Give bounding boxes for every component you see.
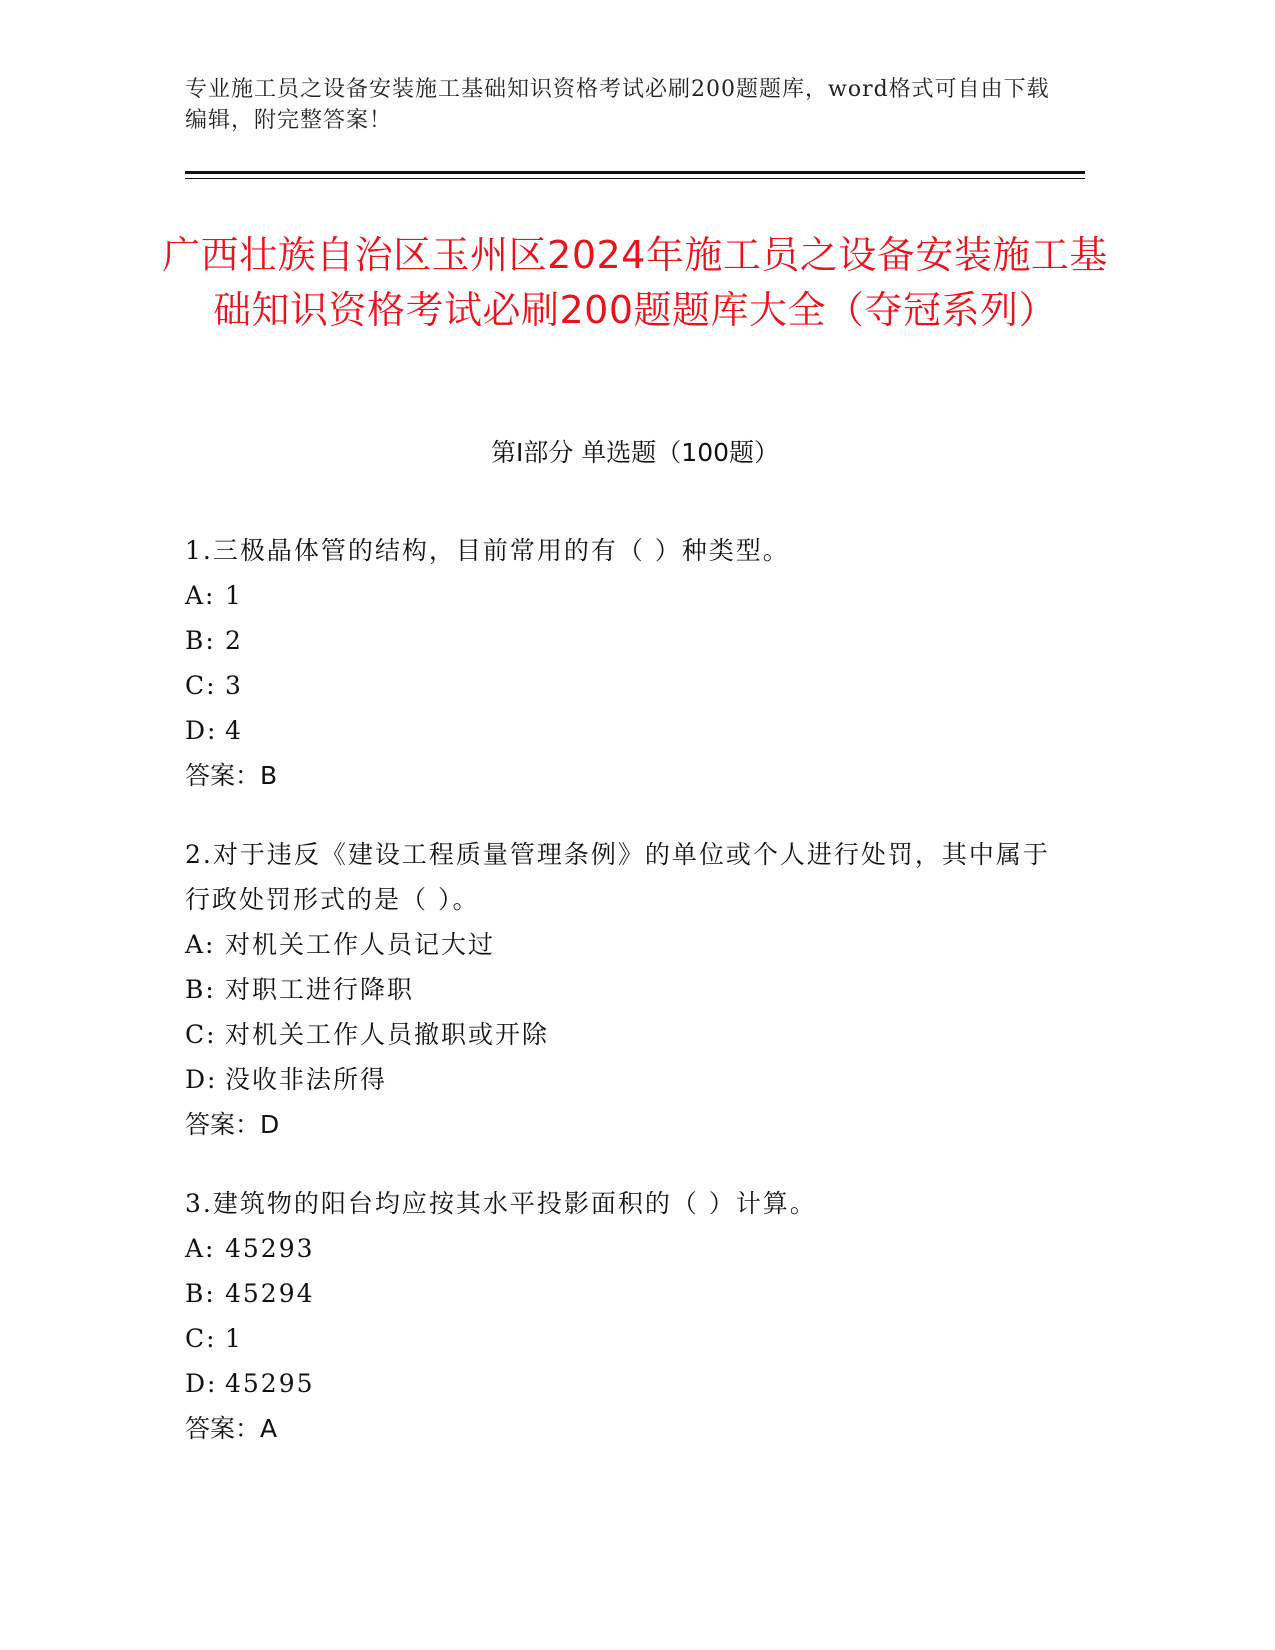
header-note: 专业施工员之设备安装施工基础知识资格考试必刷200题题库，word格式可自由下载编辑，附完整答案！: [185, 77, 1050, 133]
document-title: 广西壮族自治区玉州区2024年施工员之设备安装施工基础知识资格考试必刷200题题库大全（夺冠系列）: [162, 233, 1108, 332]
header-rule-thin: [185, 178, 1085, 179]
answer-line: [185, 1406, 1065, 1451]
option-letter: B:: [185, 1279, 216, 1308]
option-letter: D:: [185, 1065, 218, 1094]
answer-value: A: [260, 1414, 278, 1443]
option-letter: C:: [185, 1324, 217, 1353]
answer-label: 答案：: [185, 761, 261, 790]
question-stem: 3.建筑物的阳台均应按其水平投影面积的（ ）计算。: [185, 1189, 817, 1218]
option-a: [185, 1226, 1065, 1271]
answer-label: 答案：: [185, 1110, 261, 1139]
option-letter: A:: [185, 930, 216, 959]
option-letter: D:: [185, 1369, 218, 1398]
section-heading: 第I部分 单选题（100题）: [490, 438, 780, 467]
question-3: [185, 1181, 1065, 1451]
option-b: [185, 618, 1065, 663]
option-letter: A:: [185, 581, 216, 610]
answer-value: D: [260, 1110, 280, 1139]
option-text: 4: [225, 716, 243, 745]
answer-value: B: [260, 761, 278, 790]
option-b: [185, 1271, 1065, 1316]
option-letter: B:: [185, 975, 216, 1004]
option-text: 45295: [225, 1369, 315, 1398]
option-text: 3: [225, 671, 243, 700]
option-letter: A:: [185, 1234, 216, 1263]
answer-line: [185, 1102, 1065, 1147]
option-b: [185, 967, 1065, 1012]
option-text: 对机关工作人员撤职或开除: [225, 1020, 550, 1049]
answer-label: 答案：: [185, 1414, 261, 1443]
option-letter: C:: [185, 671, 217, 700]
option-d: [185, 1057, 1065, 1102]
question-2: [185, 832, 1065, 1147]
option-text: 45293: [225, 1234, 315, 1263]
option-text: 1: [225, 1324, 243, 1353]
question-list: [185, 528, 1065, 1485]
header-rule-thick: [185, 171, 1085, 174]
option-a: [185, 573, 1065, 618]
option-a: [185, 922, 1065, 967]
answer-line: [185, 753, 1065, 798]
option-d: [185, 1361, 1065, 1406]
question-stem: 2.对于违反《建设工程质量管理条例》的单位或个人进行处罚，其中属于行政处罚形式的是（ ）。: [185, 840, 1050, 914]
question-stem: 1.三极晶体管的结构，目前常用的有（ ）种类型。: [185, 536, 790, 565]
option-text: 没收非法所得: [225, 1065, 388, 1094]
option-text: 2: [225, 626, 243, 655]
option-c: [185, 1012, 1065, 1057]
option-text: 对机关工作人员记大过: [225, 930, 496, 959]
option-letter: D:: [185, 716, 218, 745]
option-text: 对职工进行降职: [225, 975, 415, 1004]
option-letter: B:: [185, 626, 216, 655]
option-text: 1: [225, 581, 243, 610]
option-letter: C:: [185, 1020, 217, 1049]
option-c: [185, 663, 1065, 708]
question-1: [185, 528, 1065, 798]
option-text: 45294: [225, 1279, 315, 1308]
option-d: [185, 708, 1065, 753]
option-c: [185, 1316, 1065, 1361]
